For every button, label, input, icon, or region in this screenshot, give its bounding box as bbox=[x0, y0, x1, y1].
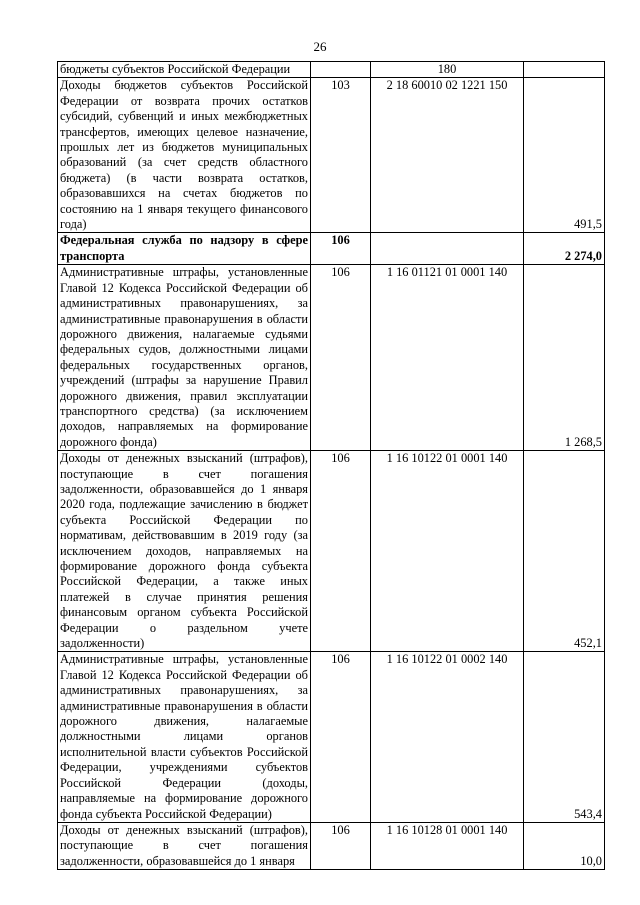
amount-cell: 10,0 bbox=[524, 822, 605, 869]
admin-code-cell: 106 bbox=[311, 822, 371, 869]
admin-code-cell: 106 bbox=[311, 652, 371, 822]
admin-code-cell: 106 bbox=[311, 451, 371, 652]
amount-cell: 491,5 bbox=[524, 78, 605, 233]
income-name-cell: Доходы от денежных взысканий (штрафов), поступающие в счет погашения задолженности, образовавшейся до 1 января 2020 года, подлежащие зачислению в бюджет субъекта Российской Федерации по нормативам, действовавшим в 2019 году (за исключением доходов, направляемых на формирование дорожного фонда субъекта Российской Федерации, а также иных платежей в случае принятия решения финансовым органом субъекта Российской Федерации о раздельном учете задолженности) bbox=[58, 451, 311, 652]
income-name-cell: бюджеты субъектов Российской Федерации bbox=[58, 62, 311, 78]
page-number: 26 bbox=[313, 39, 327, 54]
budget-code-cell: 180 bbox=[371, 62, 524, 78]
admin-code-cell: 106 bbox=[311, 233, 371, 265]
admin-code-cell: 103 bbox=[311, 78, 371, 233]
table-row-section-header bbox=[58, 233, 605, 265]
budget-table bbox=[57, 61, 605, 870]
income-name-cell: Доходы от денежных взысканий (штрафов), поступающие в счет погашения задолженности, образовавшейся до 1 января bbox=[58, 822, 311, 869]
admin-code-cell bbox=[311, 62, 371, 78]
budget-code-cell: 2 18 60010 02 1221 150 bbox=[371, 78, 524, 233]
amount-cell: 452,1 bbox=[524, 451, 605, 652]
table-row bbox=[58, 652, 605, 822]
budget-code-cell: 1 16 10122 01 0001 140 bbox=[371, 451, 524, 652]
amount-cell bbox=[524, 62, 605, 78]
table-row bbox=[58, 62, 605, 78]
income-name-cell: Доходы бюджетов субъектов Российской Федерации от возврата прочих остатков субсидий, субвенций и иных межбюджетных трансфертов, имеющих целевое назначение, прошлых лет из бюджетов муниципальных образований (за счет средств областного бюджета) (в части возврата остатков, образовавшихся на счетах бюджетов по состоянию на 1 января текущего финансового года) bbox=[58, 78, 311, 233]
budget-code-cell bbox=[371, 233, 524, 265]
amount-cell: 2 274,0 bbox=[524, 233, 605, 265]
budget-code-cell: 1 16 10128 01 0001 140 bbox=[371, 822, 524, 869]
admin-code-cell: 106 bbox=[311, 265, 371, 451]
table-row bbox=[58, 451, 605, 652]
budget-code-cell: 1 16 01121 01 0001 140 bbox=[371, 265, 524, 451]
amount-cell: 1 268,5 bbox=[524, 265, 605, 451]
income-name-cell: Административные штрафы, установленные Главой 12 Кодекса Российской Федерации об административных правонарушениях, за административные правонарушения в области дорожного движения, налагаемые должностными лицами органов исполнительной власти субъектов Российской Федерации, учреждениями субъектов Российской Федерации (доходы, направляемые на формирование дорожного фонда субъекта Российской Федерации) bbox=[58, 652, 311, 822]
table-row bbox=[58, 822, 605, 869]
income-name-cell: Административные штрафы, установленные Главой 12 Кодекса Российской Федерации об административных правонарушениях, за административные правонарушения в области дорожного движения, налагаемые судьями федеральных судов, должностными лицами федеральных государственных органов, учреждений (штрафы за нарушение Правил дорожного движения, правил эксплуатации транспортного средства) (за исключением доходов, направляемых на формирование дорожного фонда) bbox=[58, 265, 311, 451]
table-row bbox=[58, 78, 605, 233]
amount-cell: 543,4 bbox=[524, 652, 605, 822]
table-row bbox=[58, 265, 605, 451]
budget-code-cell: 1 16 10122 01 0002 140 bbox=[371, 652, 524, 822]
income-name-cell: Федеральная служба по надзору в сфере транспорта bbox=[58, 233, 311, 265]
